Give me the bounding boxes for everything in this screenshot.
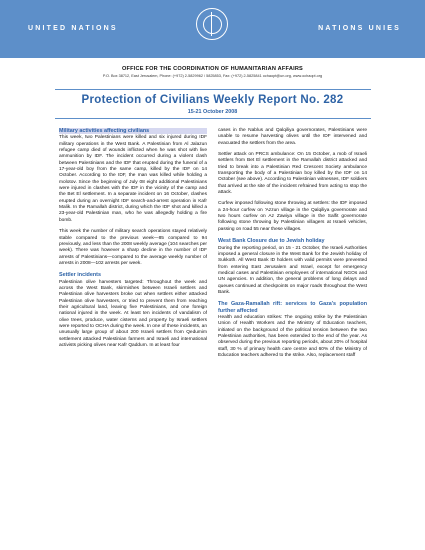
banner-left-text: UNITED NATIONS	[28, 25, 118, 32]
paragraph: Health and education strikes: The ongoing strike by the Palestinian Union of Health Workers and the Ministry of Education teachers, initiated on the background of the political tension between the two Palestinian authorities, has been extended to the end of the year. As observed during the previous reporting periods, about 20% of hospital staff, 30 % of primary health care centre and 60% of the Ministry of Education teachers adhered to the strike. Also, replacement staff	[218, 314, 367, 358]
section-heading-gaza-rift: The Gaza-Ramallah rift: services to Gaza's population further affected	[218, 301, 367, 314]
left-column	[59, 128, 207, 354]
paragraph: This week, two Palestinians were killed and six injured during IDF military operations in the West Bank. A Palestinian from Al Jalazun refugee camp died of wounds inflicted when he was shot with live ammunition by IDF. The incident occurred during a violent clash between Palestinians and the IDF that erupted during the funeral of a 17-year-old boy from the same camp, killed by the IDF on 14 October. According to the IDF, the man was killed while holding a molotov. Since the beginning of July 08 eight additional Palestinians were injured in clashes with the IDF in the vicinity of the camp and the Bet El settlement. In a separate incident on 16 October, clashes erupted during an overnight IDF search-and-arrest operation in Kafr Malik. In the Ramallah district, during which the IDF shot and killed a 23-year-old Palestinian man, who he was allegedly holding a fire bomb.	[59, 135, 207, 223]
paragraph: cases in the Nablus and Qalqiliya governorates, Palestinians were unable to resume harvesting olives until the IDF intervened and evacuated the settlers from the area.	[218, 128, 367, 146]
title-rule-top	[55, 89, 371, 90]
right-column	[218, 128, 367, 364]
section-heading-military: Military activities affecting civilians	[59, 128, 207, 134]
paragraph: Curfew imposed following stone throwing at settlers: the IDF imposed a 24-hour curfew on 'Azzun village in the Qalqiliya governorate and two hours curfew on Az Zawiya village in the Salfit governorate following stone throwing by Palestinian villagers at Israeli vehicles, passing on road 55 near these villages.	[218, 201, 367, 232]
report-title: Protection of Civilians Weekly Report No. 282	[81, 94, 344, 106]
report-dates: 15-21 October 2008	[187, 109, 238, 115]
paragraph: Settler attack on PRCS ambulance: On 15 October, a mob of Israeli settlers from Bet El settlement in the Ramallah district attacked and tried to break into a Palestinian Red Crescent Society ambulance transporting the body of a Palestinian boy killed by the IDF on 14 October (see above). According to Palestinian witnesses, IDF soldiers that arrived at the site of the incident refrained from acting to stop the attack.	[218, 152, 367, 196]
section-heading-closure: West Bank Closure due to Jewish holiday	[218, 238, 325, 245]
paragraph: Palestinian olive harvesters targeted: Throughout the week and across the West Bank, skirmishes between Israeli settlers and Palestinian olive harvesters broke out when settlers either attacked Palestinian olive harvesters, or tried to prevent them from reaching their agricultural land, leaving five Palestinians, and one foreign national injured in the week. At least ten incidents of vandalism of olive trees, produce, water cisterns and property by Israeli settlers were reported to OCHA during the week. In one of these incidents, an unusually large group of about 200 Israeli settlers from Qedumim settlement attacked Palestinian farmers and Israeli and international activists picking olives near Kafr Qaddum. In at least four	[59, 279, 207, 348]
office-address: P.O. Box 38712, East Jerusalem, Phone: (+972) 2-5829962 / 5825853, Fax: (+972) 2-5825841 ochaopt@un.org, www.ochaopt.org	[102, 74, 323, 78]
paragraph: During the reporting period, on 15 - 21 October, the Israeli Authorities imposed a general closure in the West Bank for the Jewish holiday of Sukkoth. All West Bank ID holders with valid permits were prevented from entering East Jerusalem and Israel, except for emergency medical cases and Palestinian employees of international NGOs and UN agencies. In addition, the general problems of long delays and queues continued at checkpoints on major roads throughout the West Bank.	[218, 245, 367, 295]
un-emblem-icon	[196, 8, 228, 40]
title-rule-bottom	[55, 118, 371, 119]
banner-right-text: NATIONS UNIES	[318, 25, 401, 32]
paragraph: This week the number of military search operations stayed relatively stable compared to the previous week—85 compared to 94 previously, and less than the 2008 weekly average (104 searches per week). There was however a sharp decline in the number of IDF arrests of Palestinians—compared to the average weekly number of arrests in 2008—102 arrests per week.	[59, 229, 207, 266]
un-banner	[0, 0, 425, 58]
office-name: OFFICE FOR THE COORDINATION OF HUMANITARIAN AFFAIRS	[121, 66, 303, 72]
section-heading-settlers: Settler incidents	[59, 272, 101, 279]
